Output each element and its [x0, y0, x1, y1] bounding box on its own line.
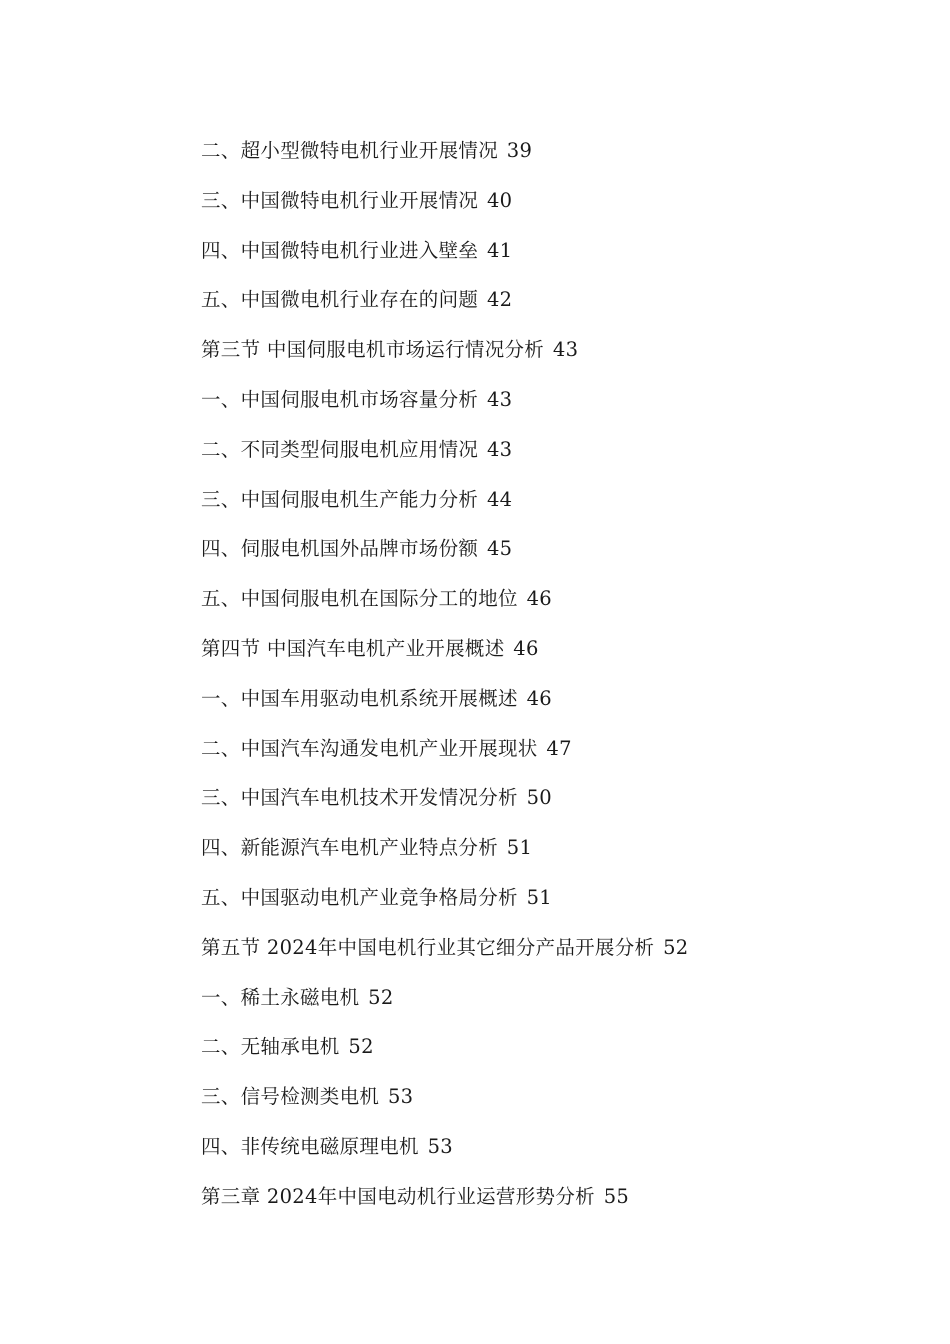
toc-entry-title: 第三章 2024年中国电动机行业运营形势分析 — [201, 1184, 595, 1208]
toc-entry[interactable] — [201, 534, 901, 584]
toc-entry-title: 四、非传统电磁原理电机 — [201, 1134, 419, 1158]
toc-entry-title: 一、中国伺服电机市场容量分析 — [201, 387, 479, 411]
toc-entry-title: 二、不同类型伺服电机应用情况 — [201, 437, 479, 461]
toc-section-heading[interactable] — [201, 634, 901, 684]
toc-entry[interactable] — [201, 1082, 901, 1132]
toc-entry-page: 52 — [348, 1035, 374, 1059]
toc-entry-page: 51 — [526, 885, 552, 909]
toc-entry-page: 42 — [486, 288, 513, 312]
toc-entry-title: 三、信号检测类电机 — [201, 1085, 380, 1109]
toc-entry-page: 50 — [526, 786, 552, 810]
toc-entry-title: 二、无轴承电机 — [201, 1035, 340, 1059]
toc-entry-page: 52 — [663, 935, 689, 959]
toc-entry-page: 39 — [506, 139, 533, 162]
toc-entry-title: 四、新能源汽车电机产业特点分析 — [201, 836, 499, 860]
toc-entry-title: 三、中国伺服电机生产能力分析 — [201, 487, 479, 511]
toc-entry-title: 第四节 中国汽车电机产业开展概述 — [201, 636, 505, 660]
toc-entry[interactable] — [201, 485, 901, 535]
toc-chapter-heading[interactable] — [201, 1182, 901, 1232]
toc-section-heading[interactable] — [201, 933, 901, 983]
toc-entry-page: 43 — [552, 338, 579, 362]
toc-entry[interactable] — [201, 833, 901, 883]
toc-entry-title: 四、伺服电机国外品牌市场份额 — [201, 537, 479, 561]
toc-entry-page: 46 — [513, 636, 539, 660]
toc-entry[interactable] — [201, 783, 901, 833]
toc-entry-title: 五、中国伺服电机在国际分工的地位 — [201, 587, 518, 611]
toc-entry-title: 四、中国微特电机行业进入壁垒 — [201, 238, 479, 262]
toc-entry-title: 二、中国汽车沟通发电机产业开展现状 — [201, 736, 538, 760]
toc-entry-page: 51 — [506, 836, 533, 860]
toc-entry[interactable] — [201, 684, 901, 734]
toc-entry-page: 43 — [486, 437, 513, 461]
toc-entry-title: 二、超小型微特电机行业开展情况 — [201, 139, 499, 162]
toc-entry-page: 43 — [486, 387, 513, 411]
toc-entry-title: 一、稀土永磁电机 — [201, 985, 360, 1009]
toc-entry[interactable] — [201, 584, 901, 634]
toc-entry[interactable] — [201, 136, 901, 186]
toc-entry-title: 三、中国微特电机行业开展情况 — [201, 188, 479, 212]
toc-entry[interactable] — [201, 983, 901, 1033]
toc-entry-title: 五、中国微电机行业存在的问题 — [201, 288, 479, 312]
toc-entry[interactable] — [201, 883, 901, 933]
toc-entry-title: 第三节 中国伺服电机市场运行情况分析 — [201, 338, 545, 362]
toc-entry-title: 一、中国车用驱动电机系统开展概述 — [201, 686, 518, 710]
toc-entry-page: 41 — [486, 238, 513, 262]
toc-entry-page: 46 — [526, 686, 552, 710]
toc-entry-page: 40 — [486, 188, 513, 212]
toc-entry-page: 53 — [427, 1134, 453, 1158]
toc-entry[interactable] — [201, 186, 901, 236]
toc-entry-title: 第五节 2024年中国电机行业其它细分产品开展分析 — [201, 935, 655, 959]
toc-entry[interactable] — [201, 236, 901, 286]
toc-entry-page: 44 — [486, 487, 513, 511]
toc-entry-page: 47 — [546, 736, 572, 760]
toc-entry[interactable] — [201, 1032, 901, 1082]
table-of-contents — [201, 136, 901, 1232]
toc-entry-page: 53 — [387, 1085, 414, 1109]
toc-entry-title: 三、中国汽车电机技术开发情况分析 — [201, 786, 518, 810]
toc-entry[interactable] — [201, 385, 901, 435]
toc-entry[interactable] — [201, 734, 901, 784]
toc-entry[interactable] — [201, 285, 901, 335]
toc-section-heading[interactable] — [201, 335, 901, 385]
toc-entry[interactable] — [201, 1132, 901, 1182]
toc-entry-page: 55 — [603, 1184, 630, 1208]
toc-entry-title: 五、中国驱动电机产业竞争格局分析 — [201, 885, 518, 909]
toc-entry-page: 45 — [486, 537, 513, 561]
toc-entry-page: 46 — [526, 587, 552, 611]
toc-entry[interactable] — [201, 435, 901, 485]
toc-entry-page: 52 — [368, 985, 394, 1009]
